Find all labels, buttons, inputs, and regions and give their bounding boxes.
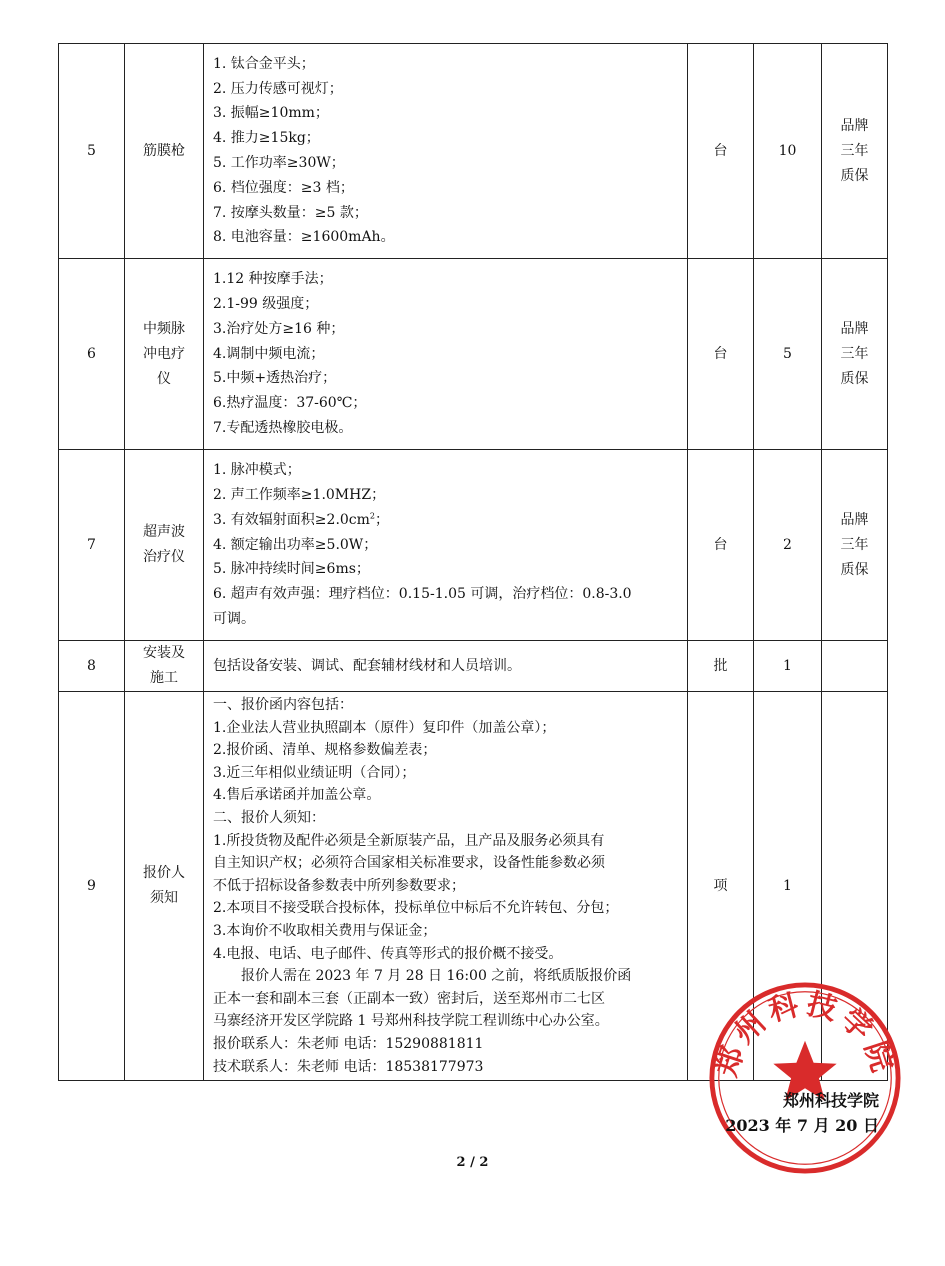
note-line: 质保 (840, 370, 869, 387)
item-name (125, 259, 204, 450)
quote-contact: 报价联系人：朱老师 电话：15290881811 (213, 1035, 484, 1052)
spec-line (213, 508, 680, 533)
notice-line: 马寨经济开发区学院路 1 号郑州科技学院工程训练中心办公室。 (213, 1013, 609, 1030)
item-note (822, 450, 888, 641)
spec-line: 8. 电池容量：≥1600mAh。 (213, 229, 395, 246)
notice-line: 1.所投货物及配件必须是全新原装产品，且产品及服务必须具有 (213, 832, 605, 849)
notice-line: 二、报价人须知： (213, 809, 325, 826)
notice-line: 自主知识产权；必须符合国家相关标准要求，设备性能参数必须 (213, 855, 605, 872)
notice-line: 2.本项目不接受联合投标体，投标单位中标后不允许转包、分包； (213, 900, 619, 917)
notice-line: 不低于招标设备参数表中所列参数要求； (213, 877, 465, 894)
notice-line: 正本一套和副本三套（正副本一致）密封后，送至郑州市二七区 (213, 990, 605, 1007)
item-number: 8 (59, 641, 125, 692)
note-line: 品牌 (840, 320, 869, 337)
item-name (125, 641, 204, 692)
spec-line: 2.1-99 级强度； (213, 296, 319, 312)
notice-line: 报价人需在 2023 年 7 月 28 日 16:00 之前，将纸质版报价函 (241, 968, 632, 985)
signature-org: 郑州科技学院 (782, 1091, 879, 1110)
note-line: 质保 (840, 561, 869, 578)
notice-line: 一、报价函内容包括： (213, 697, 353, 713)
item-spec (204, 259, 688, 450)
item-quantity: 10 (754, 44, 822, 259)
spec-line: 2. 声工作频率≥1.0MHZ； (213, 487, 386, 503)
item-quantity: 2 (754, 450, 822, 641)
item-spec (204, 641, 688, 692)
table-row (59, 44, 888, 259)
spec-line: 5. 工作功率≥30W； (213, 155, 345, 171)
tech-contact: 技术联系人：朱老师 电话：18538177973 (213, 1058, 484, 1075)
item-number: 7 (59, 450, 125, 641)
spec-line: 4. 推力≥15kg； (213, 130, 320, 147)
spec-line: 2. 压力传感可视灯； (213, 80, 343, 97)
spec-line: 可调。 (213, 610, 255, 627)
spec-line: 7. 按摩头数量：≥5 款； (213, 204, 368, 221)
spec-text: ； (375, 511, 390, 528)
spec-line: 3. 振幅≥10mm； (213, 105, 329, 122)
item-quantity: 1 (754, 641, 822, 692)
spec-line: 6. 档位强度：≥3 档； (213, 179, 354, 196)
spec-line: 1. 钛合金平头； (213, 55, 315, 72)
item-note (822, 44, 888, 259)
note-line: 品牌 (840, 511, 869, 528)
notice-line: 3.近三年相似业绩证明（合同）； (213, 764, 416, 781)
table-row (59, 259, 888, 450)
spec-line: 3.治疗处方≥16 种； (213, 320, 345, 337)
note-line: 品牌 (840, 117, 869, 134)
item-name-line: 须知 (150, 890, 178, 907)
item-unit: 台 (688, 450, 754, 641)
spec-table (58, 43, 888, 1081)
notice-line: 1.企业法人营业执照副本（原件）复印件（加盖公章）； (213, 719, 556, 736)
item-name (125, 450, 204, 641)
item-number: 6 (59, 259, 125, 450)
item-name-line: 仪 (157, 370, 171, 387)
spec-line: 4. 额定输出功率≥5.0W； (213, 536, 378, 553)
notice-line: 3.本询价不收取相关费用与保证金； (213, 922, 437, 939)
item-name-line: 安装及 (143, 645, 185, 661)
note-line: 三年 (840, 536, 869, 553)
table-row (59, 450, 888, 641)
item-name-line: 超声波 (143, 524, 185, 540)
item-spec (204, 450, 688, 641)
spec-line: 6. 超声有效声强：理疗档位：0.15-1.05 可调，治疗档位：0.8-3.0 (213, 586, 632, 603)
note-line: 三年 (840, 345, 869, 362)
spec-line: 6.热疗温度：37-60℃； (213, 395, 367, 412)
item-name-line: 筋膜枪 (143, 142, 185, 159)
page-number: 2 / 2 (456, 1155, 489, 1170)
spec-line: 4.调制中频电流； (213, 345, 325, 362)
note-line: 三年 (840, 142, 869, 159)
spec-line: 1.12 种按摩手法； (213, 271, 333, 288)
spec-line: 5.中频+透热治疗； (213, 370, 337, 387)
item-note (822, 641, 888, 692)
item-name (125, 692, 204, 1081)
spec-line: 7.专配透热橡胶电极。 (213, 419, 353, 436)
notice-line: 2.报价函、清单、规格参数偏差表； (213, 742, 437, 759)
item-name-line: 报价人 (143, 865, 185, 882)
quoter-notice (204, 692, 688, 1081)
item-name (125, 44, 204, 259)
item-unit: 台 (688, 259, 754, 450)
signature-date: 2023 年 7 月 20 日 (725, 1116, 879, 1135)
item-name-line: 冲电疗 (143, 345, 185, 362)
item-name-line: 施工 (150, 670, 178, 686)
item-quantity: 5 (754, 259, 822, 450)
official-seal (707, 980, 903, 1176)
item-unit: 项 (688, 692, 754, 1081)
spec-line: 1. 脉冲模式； (213, 462, 301, 479)
item-unit: 批 (688, 641, 754, 692)
item-spec (204, 44, 688, 259)
item-unit: 台 (688, 44, 754, 259)
spec-line: 包括设备安装、调试、配套辅材线材和人员培训。 (213, 657, 521, 674)
seal-text: 郑州科技学院 (708, 986, 902, 1081)
spec-text: 3. 有效辐射面积≥2.0cm (213, 511, 370, 528)
item-name-line: 中频脉 (143, 320, 185, 337)
notice-line: 4.电报、电话、电子邮件、传真等形式的报价概不接受。 (213, 945, 563, 962)
superscript: 2 (369, 511, 376, 521)
spec-line: 5. 脉冲持续时间≥6ms； (213, 561, 370, 578)
note-line: 质保 (840, 167, 869, 184)
table-row (59, 641, 888, 692)
item-note (822, 259, 888, 450)
item-number: 9 (59, 692, 125, 1081)
item-quantity: 1 (754, 692, 822, 1081)
notice-line: 4.售后承诺函并加盖公章。 (213, 787, 381, 804)
item-name-line: 治疗仪 (143, 549, 185, 565)
item-number: 5 (59, 44, 125, 259)
